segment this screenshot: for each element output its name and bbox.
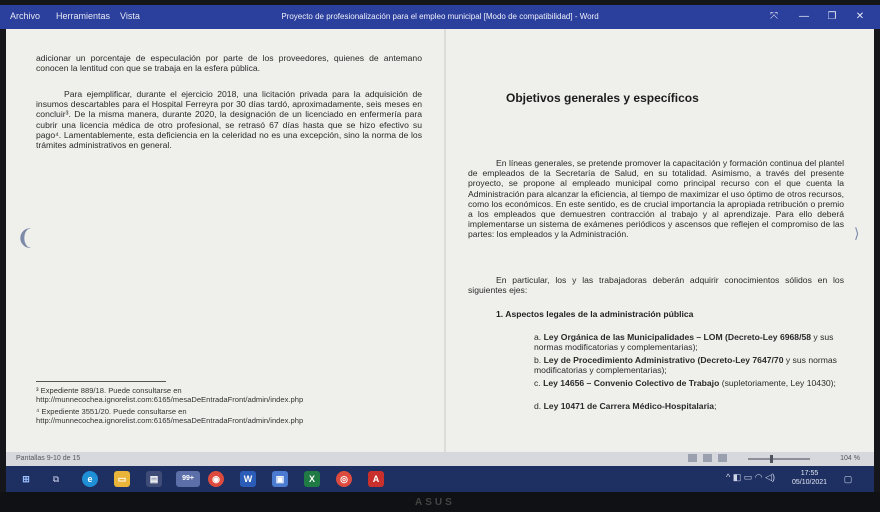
battery-icon[interactable]: ▭ [743,472,755,482]
acrobat-icon[interactable]: A [368,471,384,487]
law-title: Ley Orgánica de las Municipalidades – LOM (Decreto-Ley 6968/58 [543,332,812,342]
chevron-up-icon[interactable]: ^ [726,472,731,482]
law-title: Ley 10471 de Carrera Médico-Hospitalaria [543,401,715,411]
excel-icon[interactable]: X [304,471,320,487]
word-title-bar [0,5,880,29]
chrome-profile-icon[interactable]: ◎ [336,471,352,487]
footnote: ⁴ Expediente 3551/20. Puede consultarse en http://munnecochea.ignorelist.com:6165/mesaDeEntradaFront/admin/index.php [36,407,304,425]
list-item [534,378,854,388]
brand-logo: ASUS [415,497,455,508]
page-count: Pantallas 9-10 de 15 [16,455,81,462]
next-page-arrow-icon[interactable]: ⟩ [854,225,860,241]
footnote: ³ Expediente 889/18. Puede consultarse en http://munnecochea.ignorelist.com:6165/mesaDeEntradaFront/admin/index.php [36,386,304,404]
zoom-slider[interactable] [748,458,810,460]
law-detail: (supletoriamente, Ley 10430); [719,378,836,388]
list-item [534,401,854,411]
page-right [446,29,874,455]
menu-herramientas[interactable]: Herramientas [56,11,111,21]
clock-time: 17:55 [800,470,819,477]
section-heading: Objetivos generales y específicos [506,91,699,105]
notifications-icon[interactable]: ▢ [843,474,853,484]
list-marker: b. [534,355,542,365]
page-left [6,29,444,455]
word-icon[interactable]: W [240,471,256,487]
window-title: Proyecto de profesionalización para el empleo municipal [Modo de compatibilidad] - Word [281,12,599,21]
windows-start-icon[interactable]: ⊞ [22,474,30,484]
law-title: Ley 14656 – Convenio Colectivo de Trabajo [543,378,720,388]
list-marker: a. [534,332,542,342]
list-item [534,332,854,352]
mail-badge[interactable]: 99+ [176,471,200,487]
paragraph: En líneas generales, se pretende promover la capacitación y formación continua del plantel de empleados de la Secretaría de Salud, en su totalidad. Asimismo, a través del presente proyecto, se propone al empleado municipal como principal recurso con el que cuenta la Administración para alcanzar la eficiencia, al tiempo de maximizar el uso óptimo de otros recursos, como los económicos. En este sentido, es de crucial importancia la apropiada retribución o premio a los empleados que demuestren contracción al trabajo y al aprendizaje. Para ello deberá implementarse un sistema de exámenes periódicos y ascensos que reflejen el compromiso de las partes: los empleados y la Administración. [468,158,844,240]
restore-icon[interactable]: ❐ [827,11,837,22]
print-layout-icon[interactable] [703,454,712,462]
store-icon[interactable]: ▤ [146,471,162,487]
clock[interactable] [792,469,827,487]
menu-archivo[interactable]: Archivo [10,11,41,21]
read-mode-icon[interactable] [688,454,697,462]
volume-icon[interactable]: ◁) [765,472,776,482]
document-area[interactable] [6,29,874,455]
file-explorer-icon[interactable]: ▭ [114,471,130,487]
view-buttons [688,454,733,464]
previous-page-arrow-icon[interactable]: ❨ [16,225,35,250]
web-layout-icon[interactable] [718,454,727,462]
chrome-icon[interactable]: ◉ [208,471,224,487]
system-tray[interactable] [726,472,775,483]
law-title: Ley de Procedimiento Administrativo (Decreto-Ley 7647/70 [543,355,784,365]
zoom-level[interactable]: 104 % [840,455,860,462]
paragraph: En particular, los y las trabajadoras deberán adquirir conocimientos sólidos en los siguientes ejes: [468,275,844,296]
network-icon[interactable]: ◧ [732,472,744,482]
list-marker: d. [534,401,542,411]
clock-date: 05/10/2021 [792,479,828,486]
footnote-separator [36,381,166,382]
list-marker: c. [534,378,541,388]
minimize-icon[interactable]: — [799,11,809,22]
paragraph: adicionar un porcentaje de especulación por parte de los proveedores, quienes de antemano conocen la lentitud con que se trabaja en la esfera pública. [36,53,422,74]
law-detail: y sus normas modificatorias y complementarias); [534,355,837,376]
windows-taskbar [6,466,874,492]
app-icon[interactable]: ▣ [272,471,288,487]
status-bar [6,452,874,466]
task-view-icon[interactable]: ⧉ [52,474,60,484]
list-item [534,355,854,375]
edge-icon[interactable]: e [82,471,98,487]
menu-vista[interactable]: Vista [120,11,140,21]
numbered-subheading: 1. Aspectos legales de la administración pública [496,309,694,319]
zoom-slider-handle[interactable] [770,455,773,463]
law-detail: ; [714,401,717,411]
law-detail: y sus normas modificatorias y complementarias); [534,332,834,353]
fullscreen-icon[interactable]: ⤧ [770,11,778,22]
paragraph: Para ejemplificar, durante el ejercicio 2018, una licitación privada para la adquisición de insumos descartables para el Hospital Ferreyra por 30 días tardó, aproximadamente, seis meses en concluir³. De la misma manera, durante 2020, la designación de un licenciado en enfermería para cubrir una licencia médica de otro profesional, se retrasó 67 días hasta que se hizo efectivo su pago⁴. Lamentablemente, esta deficiencia en la celeridad no es una excepción, sino la norma de los trámites administrativos en general. [36,89,422,151]
close-icon[interactable]: ✕ [855,11,865,22]
wifi-icon[interactable]: ◠ [754,472,766,482]
